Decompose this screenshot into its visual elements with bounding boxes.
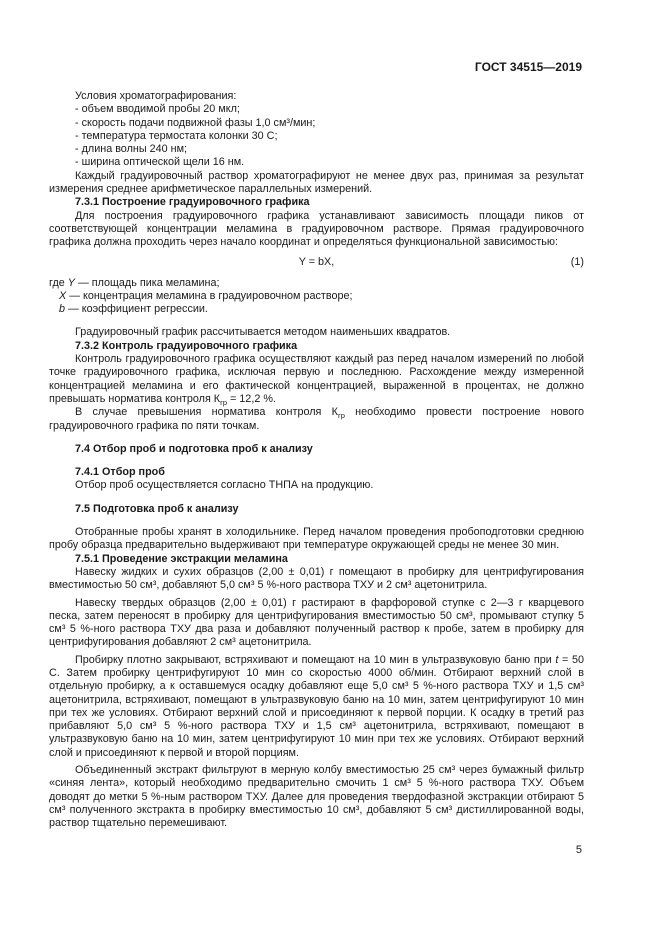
section-7-5-title: 7.5 Подготовка проб к анализу: [75, 502, 239, 515]
paragraph-solid: Навеску твердых образцов (2,00 ± 0,01) г растирают в фарфоровой ступке с 2—3 г кварцевого песка, затем переносят в пробирку для центрифугирования вместимостью 50 см³, промывают ступку 5 см³ 5 %-ного раствора ТХУ два раза и добавляют полученный раствор к пробе, затем в пробирку для центрифугирования добавляют 2 см³ ацетонитрила.: [49, 596, 584, 649]
condition-item: - температура термостата колонки 30 С;: [75, 129, 278, 142]
page-body: [49, 90, 584, 831]
where-symbol: X: [59, 289, 67, 302]
text-run: = 50 С. Затем пробирку центрифугируют 10 мин со скоростью 4000 об/мин. Отбирают верхний слой в отдельную пробирку, а к оставшемуся осадку добавляют еще 5,0 см³ 5 %-ного раствора ТХУ и 1,5 см³ ацетонитрила, встряхивают, помещают в ультразвуковую баню на 10 мин, затем центрифугируют 10 мин при тех же условиях. Отбирают верхний слой и присоединяют к первой порции. К осадку в третий раз прибавляют 5,0 см³ 5 %-ного раствора ТХУ и 1,5 см³ ацетонитрила, встряхивают, помещают в ультразвуковую баню на 10 мин, затем центрифугируют 10 мин при тех же условиях. Отбирают верхний слой и присоединяют к первой и второй порциям.: [49, 653, 584, 759]
where-line: [49, 277, 584, 290]
text-run: В случае превышения норматива контроля К: [75, 406, 338, 419]
condition-item: - объем вводимой пробы 20 мкл;: [75, 103, 240, 116]
condition-item: - длина волны 240 нм;: [75, 143, 187, 156]
temperature-symbol: t: [555, 653, 559, 666]
where-line: [49, 290, 584, 303]
condition-item: - ширина оптической щели 16 нм.: [75, 156, 245, 169]
section-7-5-text: Отобранные пробы хранят в холодильнике. Перед началом проведения пробоподготовки среднюю пробу образца предварительно выдерживают при температуре окружающей среды не менее 30 мин.: [49, 526, 584, 552]
where-text: — коэффициент регрессии.: [65, 303, 208, 316]
document-header: ГОСТ 34515—2019: [474, 60, 582, 74]
condition-item: - скорость подачи подвижной фазы 1,0 см³/мин;: [75, 116, 316, 129]
section-7-4-1-title: 7.4.1 Отбор проб: [75, 466, 165, 479]
where-text: — концентрация меламина в градуировочном растворе;: [66, 289, 353, 302]
where-intro: где: [49, 276, 65, 289]
equation-number: (1): [570, 255, 584, 268]
where-symbol: b: [59, 303, 66, 316]
page-number: 5: [575, 844, 582, 856]
text-run: необходимо провести построение нового градуировочного графика по пяти точкам.: [49, 406, 584, 432]
paragraph-lsq: Градуировочный график рассчитывается методом наименьших квадратов.: [75, 326, 451, 339]
section-7-3-2-text: [49, 353, 584, 406]
section-7-5-1-title: 7.5.1 Проведение экстракции меламина: [75, 552, 288, 565]
paragraph-ultrasound: [49, 654, 584, 760]
section-7-4-1-text: Отбор проб осуществляется согласно ТНПА на продукцию.: [75, 479, 374, 492]
paragraph-liquid: Навеску жидких и сухих образцов (2,00 ± 0,01) г помещают в пробирку для центрифугирования вместимостью 50 см³, добавляют 5,0 см³ 5 %-ного раствора ТХУ и 2 см³ ацетонитрила.: [49, 565, 584, 592]
section-7-3-2-title: 7.3.2 Контроль градуировочного графика: [75, 339, 298, 352]
section-7-3-2-text-b: [49, 406, 584, 433]
where-symbol: Y: [67, 276, 75, 289]
text-run: = 12,2 %.: [227, 392, 276, 405]
equation-row: [49, 256, 584, 269]
paragraph-repeat: Каждый градуировочный раствор хроматографируют не менее двух раз, принимая за результат измерения среднее арифметическое параллельных измерений.: [49, 169, 584, 196]
text-run: Контроль градуировочного графика осуществляют каждый раз перед началом измерений по любой точке градуировочного графика, исключая первую и последнюю. Расхождение между измеренной концентрацией меламина и его фактической концентрацией, выраженной в процентах, не должно превышать норматива контроля К: [49, 353, 584, 405]
subscript: гр: [337, 411, 345, 421]
where-text: — площадь пика меламина;: [74, 276, 220, 289]
where-line: [49, 303, 584, 316]
equation: Y = bX,: [298, 255, 335, 268]
section-7-3-1-text: Для построения градуировочного графика устанавливают зависимость площади пиков от соответствующей концентрации меламина в градуировочном растворе. Прямая градуировочного графика должна проходить через начало координат и определяться функциональной зависимостью:: [49, 209, 584, 249]
text-run: Пробирку плотно закрывают, встряхивают и помещают на 10 мин в ультразвуковую баню при: [75, 653, 556, 666]
subscript: гр: [220, 398, 227, 408]
conditions-title: Условия хроматографирования:: [75, 90, 237, 102]
section-7-4-title: 7.4 Отбор проб и подготовка проб к анализу: [75, 442, 313, 455]
section-7-3-1-title: 7.3.1 Построение градуировочного графика: [75, 196, 310, 209]
paragraph-combined: Объединенный экстракт фильтруют в мерную колбу вместимостью 25 см³ через бумажный фильтр «синяя лента», который необходимо предварительно смочить 1 см³ 5 %-ного раствора ТХУ. Объем доводят до метки 5 %-ным раствором ТХУ. Далее для проведения твердофазной экстракции отбирают 5 см³ полученного экстракта в пробирку вместимостью 10 см³, добавляют 5 см³ дистиллированной воды, раствор тщательно перемешивают.: [49, 764, 584, 830]
